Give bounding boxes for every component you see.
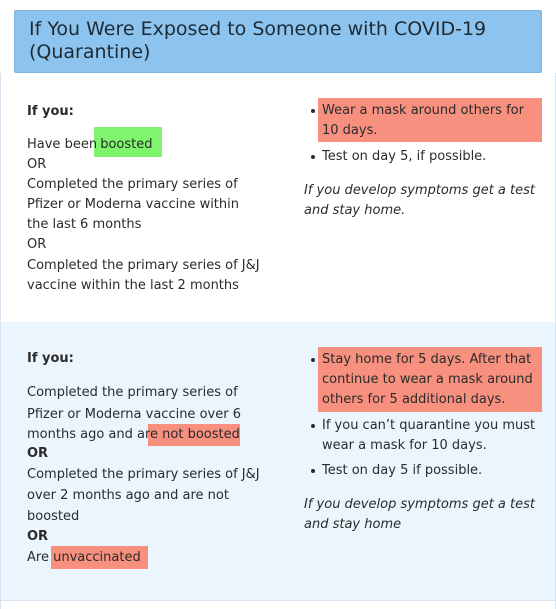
section2-or-2: OR xyxy=(27,529,49,544)
not-boosted-text: not boosted xyxy=(162,427,240,442)
section1-bullet1-line1: Wear a mask around others for xyxy=(322,103,524,118)
section1-or-2: OR xyxy=(27,237,47,252)
section2-line3: months ago and are not boosted xyxy=(27,427,240,442)
bullet-icon xyxy=(311,155,315,159)
section2-bullet2-line1: If you can’t quarantine you must xyxy=(322,418,536,433)
page-title-line1: If You Were Exposed to Someone with COVID-19 xyxy=(29,18,487,40)
section1-note-line2: and stay home. xyxy=(304,203,406,218)
section2-line1: Completed the primary series of xyxy=(27,385,238,400)
bullet-icon xyxy=(311,424,315,428)
section1-or-1: OR xyxy=(27,157,47,172)
section2-bullet2-line2: wear a mask for 10 days. xyxy=(322,438,487,453)
section2-line4: Completed the primary series of J&J xyxy=(27,467,260,482)
section1-bullet1-line2: 10 days. xyxy=(322,123,378,138)
section1-jj-line2: vaccine within the last 2 months xyxy=(27,278,239,293)
section2-line5: over 2 months ago and are not xyxy=(27,488,229,503)
bottom-divider xyxy=(0,600,556,601)
section1-bullet2: Test on day 5, if possible. xyxy=(322,149,487,164)
section1-pfizer-line3: the last 6 months xyxy=(27,217,142,232)
section2-bullet1-line1: Stay home for 5 days. After that xyxy=(322,352,532,367)
section2-bullet1-line2: continue to wear a mask around xyxy=(322,372,533,387)
section1-if-you-label: If you: xyxy=(27,104,74,119)
bullet-icon xyxy=(311,469,315,473)
section2-line6: boosted xyxy=(27,509,80,524)
section1-note-line1: If you develop symptoms get a test xyxy=(304,183,535,198)
section2-line2: Pfizer or Moderna vaccine over 6 xyxy=(27,407,241,422)
section2-note-line1: If you develop symptoms get a test xyxy=(304,497,535,512)
bullet-icon xyxy=(311,358,315,362)
section2-are-line: Are unvaccinated xyxy=(27,550,141,565)
section2-or-1: OR xyxy=(27,446,49,461)
section2-bullet1-line3: others for 5 additional days. xyxy=(322,392,506,407)
section1-pfizer-line1: Completed the primary series of xyxy=(27,177,238,192)
section1-have-been: Have been boosted xyxy=(27,137,153,152)
boosted-text: boosted xyxy=(100,137,153,152)
page-title-line2: (Quarantine) xyxy=(29,41,151,63)
page-title-banner xyxy=(14,10,542,73)
section2-bullet3: Test on day 5 if possible. xyxy=(322,463,483,478)
section1-jj-line1: Completed the primary series of J&J xyxy=(27,258,260,273)
section1-pfizer-line2: Pfizer or Moderna vaccine within xyxy=(27,197,239,212)
section2-if-you-label: If you: xyxy=(27,351,74,366)
section2-note-line2: and stay home xyxy=(304,517,402,532)
bullet-icon xyxy=(311,109,315,113)
unvaccinated-text: unvaccinated xyxy=(53,550,141,565)
